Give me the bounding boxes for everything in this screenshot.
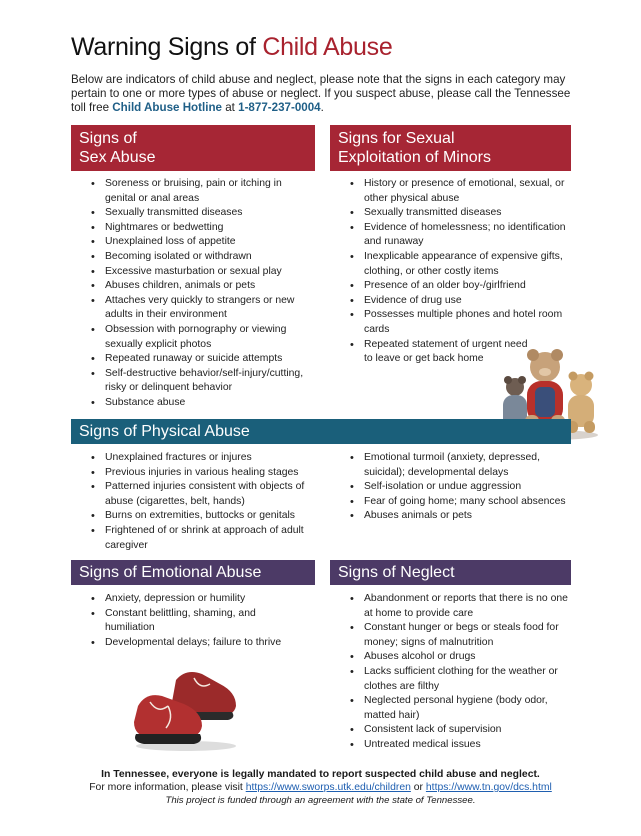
list-item: • History or presence of emotional, sexual, or other physical abuse (347, 177, 569, 206)
list-item: • Sexually transmitted diseases (88, 206, 310, 221)
list-item: • Unexplained fractures or injures (88, 451, 310, 466)
footer-funding-text: This project is funded through an agreement with the state of Tennessee. (165, 795, 476, 806)
list-item: • Becoming isolated or withdrawn (88, 250, 310, 265)
header-neglect-title: Signs of Neglect (338, 564, 455, 581)
intro-at: at (225, 101, 235, 114)
list-item: • Consistent lack of supervision (347, 723, 569, 738)
header-physical-abuse-title: Signs of Physical Abuse (79, 423, 250, 440)
header-sex-abuse (71, 125, 315, 171)
red-shoes-illustration (128, 662, 244, 754)
footer-funding (0, 794, 641, 807)
header-sex-abuse-line1: Signs of (79, 130, 137, 147)
page-title (71, 33, 392, 62)
list-item: • Unexplained loss of appetite (88, 235, 310, 250)
list-item: • Self-isolation or undue aggression (347, 480, 569, 495)
list-item: • Burns on extremities, buttocks or genitals (88, 509, 310, 524)
list-item: • Nightmares or bedwetting (88, 221, 310, 236)
list-item: • Presence of an older boy-/girlfriend (347, 279, 569, 294)
intro-paragraph (71, 73, 571, 115)
title-main: Warning Signs of (71, 33, 256, 61)
list-item: • Emotional turmoil (anxiety, depressed, suicidal); developmental delays (347, 451, 569, 480)
footer-mandate-text: In Tennessee, everyone is legally mandated to report suspected child abuse and neglect. (101, 769, 540, 780)
emotional-abuse-list (88, 592, 310, 650)
list-item: • Sexually transmitted diseases (347, 206, 569, 221)
list-item: • Constant hunger or begs or steals food for money; signs of malnutrition (347, 621, 569, 650)
footer-more-info (0, 781, 641, 794)
list-item: • Evidence of drug use (347, 294, 569, 309)
list-item: • Previous injuries in various healing stages (88, 466, 310, 481)
hotline-label: Child Abuse Hotline (112, 101, 222, 114)
neglect-list (347, 592, 569, 753)
list-item: • Fear of going home; many school absences (347, 495, 569, 510)
list-item: • Abuses animals or pets (347, 509, 569, 524)
header-sexual-exploitation (330, 125, 571, 171)
link-sworps[interactable]: https://www.sworps.utk.edu/children (245, 782, 411, 793)
intro-end: . (320, 101, 324, 114)
list-item: • Abandonment or reports that there is no one at home to provide care (347, 592, 569, 621)
list-item: • Neglected personal hygiene (body odor, matted hair) (347, 694, 569, 723)
title-accent: Child Abuse (262, 33, 393, 61)
list-item: • Lacks sufficient clothing for the weather or clothes are filthy (347, 665, 569, 694)
header-exploitation-line2: Exploitation of Minors (338, 149, 491, 166)
list-item: • Obsession with pornography or viewing sexually explicit photos (88, 323, 310, 352)
footer-or: or (413, 782, 424, 793)
sex-abuse-list (88, 177, 310, 411)
list-item: • Soreness or bruising, pain or itching in genital or anal areas (88, 177, 310, 206)
list-item: • Untreated medical issues (347, 738, 569, 753)
list-item: • Constant belittling, shaming, and humiliation (88, 607, 265, 636)
header-sex-abuse-line2: Sex Abuse (79, 149, 156, 166)
footer-more-info-text: For more information, please visit (89, 782, 243, 793)
footer-mandate (0, 768, 641, 781)
list-item: • Developmental delays; failure to thrive (88, 636, 310, 651)
link-tn-dcs[interactable]: https://www.tn.gov/dcs.html (425, 782, 552, 793)
list-item: • Frightened of or shrink at approach of adult caregiver (88, 524, 310, 553)
list-item: • Evidence of homelessness; no identification and runaway (347, 221, 569, 250)
sexual-exploitation-list (347, 177, 569, 367)
intro-text: Below are indicators of child abuse and neglect, please note that the signs in each category may pertain to one or more types of abuse or neglect. If you suspect abuse, please call the Tennessee toll free (71, 73, 571, 114)
hotline-phone: 1-877-237-0004 (238, 101, 321, 114)
header-physical-abuse (71, 419, 571, 444)
list-item: • Attaches very quickly to strangers or new adults in their environment (88, 294, 310, 323)
list-item: • Abuses alcohol or drugs (347, 650, 569, 665)
header-emotional-abuse (71, 560, 315, 585)
physical-abuse-list-right (347, 451, 569, 524)
list-item: • Patterned injuries consistent with objects of abuse (cigarettes, belt, hands) (88, 480, 310, 509)
list-item: • Self-destructive behavior/self-injury/cutting, risky or delinquent behavior (88, 367, 310, 396)
list-item: • Excessive masturbation or sexual play (88, 265, 310, 280)
list-item: • Repeated runaway or suicide attempts (88, 352, 310, 367)
header-neglect (330, 560, 571, 585)
list-item: • Inexplicable appearance of expensive gifts, clothing, or other costly items (347, 250, 569, 279)
physical-abuse-list-left (88, 451, 310, 553)
list-item: • Anxiety, depression or humility (88, 592, 310, 607)
list-item: • Abuses children, animals or pets (88, 279, 310, 294)
list-item: • Substance abuse (88, 396, 310, 411)
list-item: • Possesses multiple phones and hotel room cards (347, 308, 569, 337)
list-item: • Repeated statement of urgent need to leave or get back home (347, 338, 529, 367)
header-emotional-abuse-title: Signs of Emotional Abuse (79, 564, 262, 581)
header-exploitation-line1: Signs for Sexual (338, 130, 455, 147)
